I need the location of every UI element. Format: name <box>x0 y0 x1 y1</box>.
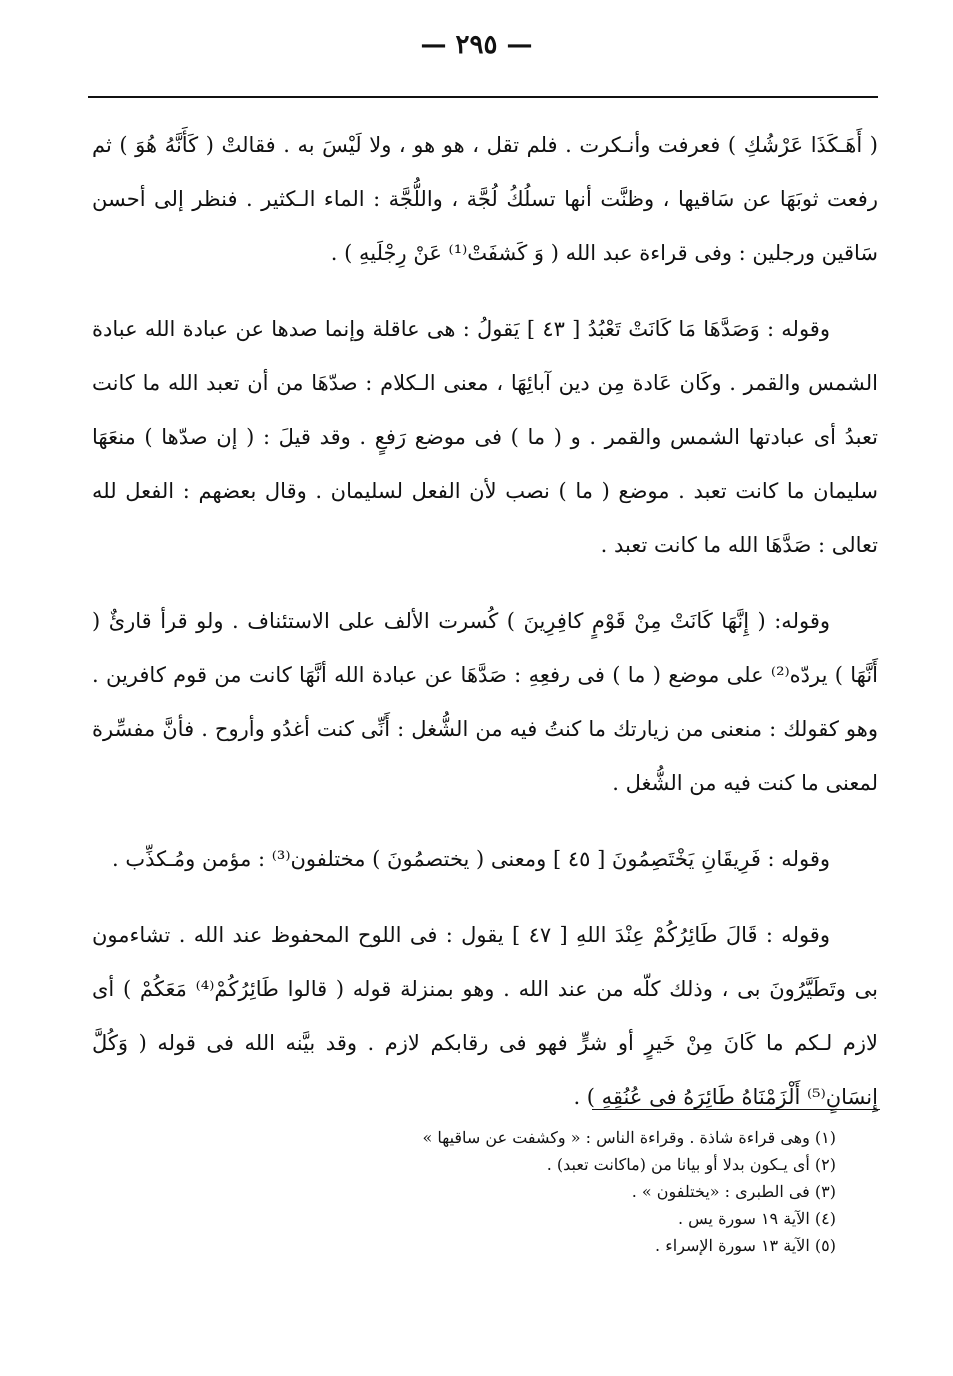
paragraph: ( أَهَـكَذَا عَرْشُكِ ) فعرفت وأنـكرت . فلم تقل ، هو هو ، ولا لَيْسَ به . فقالتْ ( كَأَنَّهُ هُوَ ) ثم رفعت ثوبَهَا عن سَاقيها ، وظنَّت أنها تسلُكُ لُجَّة ، واللُّجَّة : الماء الـكثير . فنظر إلى أحسن سَاقين ورجلين : وفى قراءة عبد الله ( وَ كَشفَتْ⁽¹⁾ عَنْ رِجْلَيهِ ) . <box>92 133 878 265</box>
footnotes <box>92 1124 878 1259</box>
footnote: (٥) الآية ١٣ سورة الإسراء . <box>655 1236 836 1255</box>
paragraph: وقوله : وَصَدَّهَا مَا كَانَتْ تَعْبُدُ [ ٤٣ ] يَقولُ : هى عاقلة وإنما صدها عن عبادة الله عبادة الشمس والقمر . وكَان عَادة مِن دين آبائِهَا ، معنى الـكلام : صدّهَا من أن تعبد الله ما كانت تعبدُ أى عبادتها الشمس والقمر . و ( ما ) فى موضع رَفعٍ . وقد قيلَ : ( إن صدّها ) منعَهَا سليمان ما كانت تعبد . موضع ( ما ) نصب لأن الفعل لسليمان . وقال بعضهم : الفعل لله تعالى : صَدَّهَا الله ما كانت تعبد . <box>92 317 878 557</box>
paragraph: وقوله: ( إِنَّهَا كَانَتْ مِنْ قَوْمٍ كافِرِينَ ) كُسرت الألف على الاستئناف . ولو قرأ قارئٌ ( أَنَّهَا ) يردّه⁽²⁾ على موضع ( ما ) فى رفعِهِ : صَدَّهَا عن عبادة الله أنَّهَا كانت من قوم كافرين . وهو كقولك : منعنى من زيارتك ما كنتُ فيه من الشُّغل : أَنِّى كنت أغدُو وأروح . فأنَّ مفسِّرة لمعنى ما كنت فيه من الشُّغل . <box>92 609 878 795</box>
footnote: (١) وهى قراءة شاذة . وقراءة الناس : « وكشفت عن ساقيها » <box>422 1128 836 1147</box>
footnote: (٣) فى الطبرى : «يختلفون » . <box>631 1182 836 1201</box>
main-text <box>92 118 878 1146</box>
page-number: — ٢٩٥ — <box>420 30 533 60</box>
paragraph: وقوله : فَرِيقَانِ يَخْتَصِمُونَ [ ٤٥ ] ومعنى ( يختصمُونَ ) مختلفون⁽³⁾ : مؤمن ومُـكذِّب . <box>112 847 830 871</box>
footnote: (٤) الآية ١٩ سورة يس . <box>677 1209 836 1228</box>
header-rule <box>88 96 878 98</box>
footnote: (٢) أى يـكون بدلا أو بيانا من (ماكانت تعبد) . <box>546 1155 836 1174</box>
paragraph: وقوله : قَالَ طَائِرُكُمْ عِنْدَ اللهِ [ ٤٧ ] يقول : فى اللوح المحفوظ عند الله . تشاءمون بى وتَطَيَّرُونَ بى ، وذلك كلّه من عند الله . وهو بمنزلة قوله ( قالوا طَائِرُكُمْ⁽⁴⁾ مَعَكُمْ ) أى لازم لـكم ما كَانَ مِنْ خَيرٍ أو شرٍّ فهو فى رقابكم لازم . وقد بيَّنه الله فى قوله ( وَكُلَّ إِنسَانٍ⁽⁵⁾ أَلْزَمْنَاهُ طَائِرَهُ فى عُنُقِهِ ) . <box>92 923 878 1109</box>
footnote-rule <box>592 1109 880 1110</box>
